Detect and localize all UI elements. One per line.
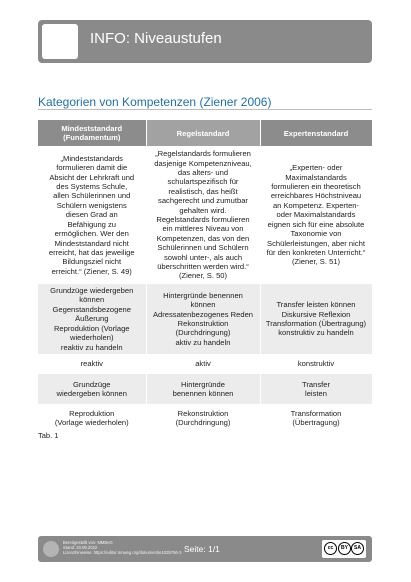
- footer-date: Stand: 20.09.2022: [63, 545, 98, 550]
- table-row: [38, 354, 372, 374]
- table-header-cell: Expertenstandard: [260, 120, 372, 146]
- table-cell: „Regelstandards formulieren dasjenige Kompetenzniveau, das alters- und schulartspezifisch für realistisch, das heißt sachgerecht und zumutbar gehalten wird. Regelstandards formulieren ein mittleres Niveau von Kompetenzen, das von den Schülerinnen und Schülern sowohl unter-, als auch überschritten werden wird.“ (Ziener, S. 50): [146, 146, 260, 284]
- cc-license-badge[interactable]: [322, 540, 366, 558]
- table-cell: Reproduktion (Vorlage wiederholen): [38, 404, 146, 432]
- header-tab-box: [42, 24, 78, 59]
- table-header-row: [38, 120, 372, 146]
- table-caption: Tab. 1: [38, 431, 59, 440]
- table-cell: Hintergründe benennen können Adressatenbezogenes Reden Rekonstruktion (Durchdringung) aktiv zu handeln: [146, 284, 260, 354]
- table-row: [38, 146, 372, 284]
- page-title: INFO: Niveaustufen: [90, 30, 222, 47]
- page-number: Seite: 1/1: [184, 544, 220, 554]
- table-cell: „Experten- oder Maximalstandards formulieren ein theoretisch erreichbares Höchstniveau an Kompetenz. Experten- oder Maximalstandards eignen sich für eine absolute Taxonomie von Schülerleistungen, aber nicht für den konkreten Unterricht.“ (Ziener, S. 51): [260, 146, 372, 284]
- header-bar: [38, 20, 372, 63]
- table-cell: Rekonstruktion (Durchdringung): [146, 404, 260, 432]
- footer-created-by: Bereitgestellt von: MMBeG: [63, 540, 113, 545]
- publisher-logo-icon: [43, 541, 59, 557]
- table-cell: Transfer leisten: [260, 374, 372, 404]
- section-title: Kategorien von Kompetenzen (Ziener 2006): [38, 95, 272, 109]
- table-header-cell: Regelstandard: [146, 120, 260, 146]
- creative-commons-icon: cc: [324, 542, 337, 555]
- table-cell: Hintergründe benennen können: [146, 374, 260, 404]
- table-cell: „Mindeststandards formulieren damit die Absicht der Lehrkraft und des Systems Schule, allen Schülerinnen und Schülern wenigstens diesen Grad an Befähigung zu ermöglichen. Wer den Mindeststandard nicht erreicht, hat das jeweilige Bildungsziel nicht erreicht.“ (Ziener, S. 49): [38, 146, 146, 284]
- footer-bar: [38, 536, 372, 562]
- table-cell: Grundzüge wiedergeben können: [38, 374, 146, 404]
- table-cell: aktiv: [146, 354, 260, 374]
- table-row: [38, 374, 372, 404]
- section-divider: [38, 109, 372, 110]
- table-row: [38, 404, 372, 432]
- footer-license-link[interactable]: Lizenzhinweise: https://editor.mnweg.org/dokument/e102b756-3: [63, 550, 182, 555]
- attribution-icon: BY: [338, 542, 351, 555]
- table-header-cell: Mindeststandard (Fundamentum): [38, 120, 146, 146]
- table-cell: reaktiv: [38, 354, 146, 374]
- table-cell: konstruktiv: [260, 354, 372, 374]
- table-cell: Transfer leisten können Diskursive Reflexion Transformation (Übertragung) konstruktiv zu handeln: [260, 284, 372, 354]
- competency-table: [38, 120, 373, 432]
- table-cell: Transformation (Übertragung): [260, 404, 372, 432]
- footer-meta: [63, 540, 182, 555]
- share-alike-icon: SA: [351, 542, 364, 555]
- table-cell: Grundzüge wiedergeben können Gegenstandsbezogene Äußerung Reproduktion (Vorlage wiederholen) reaktiv zu handeln: [38, 284, 146, 354]
- table-row: [38, 284, 372, 354]
